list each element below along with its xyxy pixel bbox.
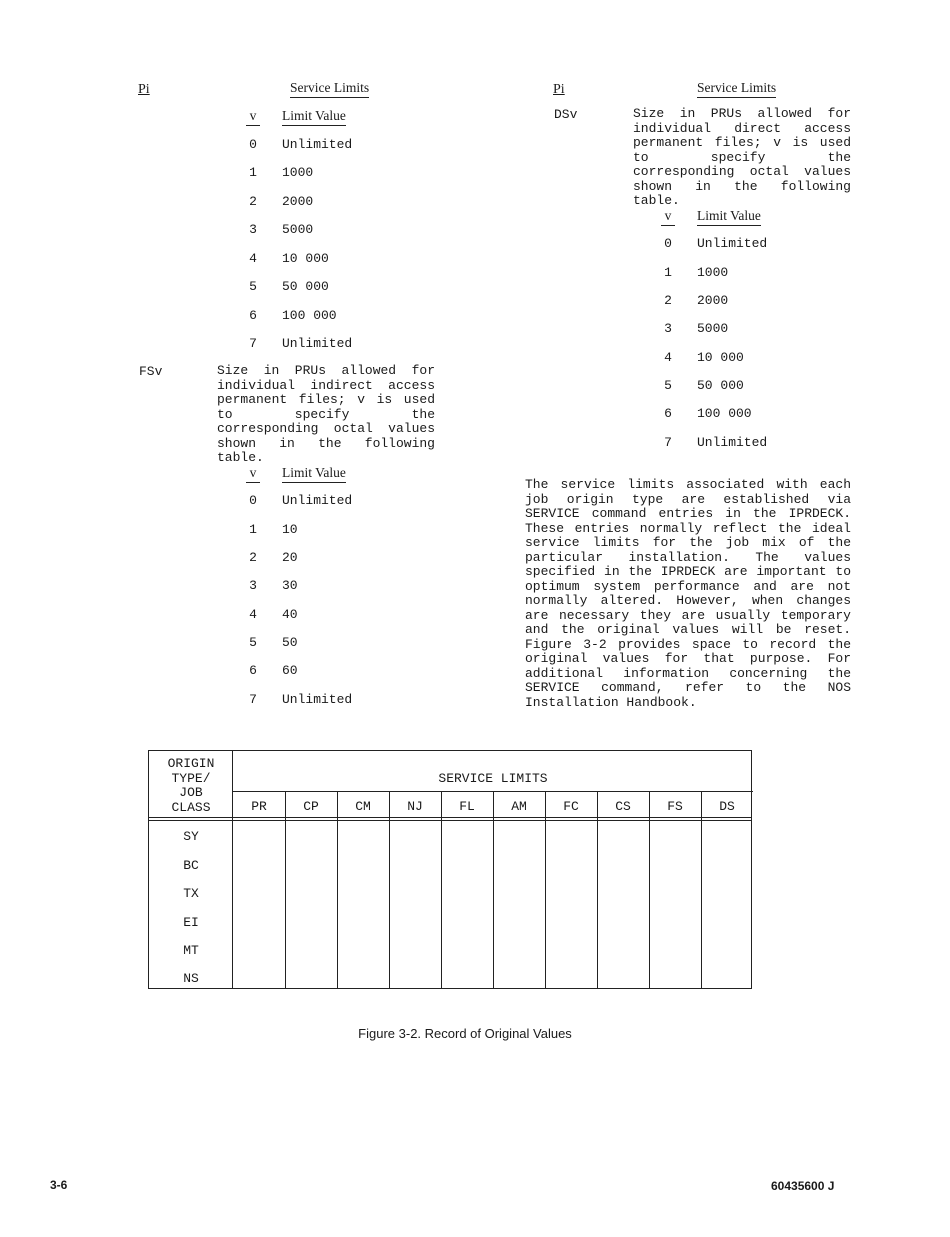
v-cell: 6 <box>664 406 672 421</box>
column-header-cs: CS <box>615 799 631 814</box>
row-label-mt: MT <box>183 943 199 958</box>
row-label-tx: TX <box>183 886 199 901</box>
column-divider <box>597 791 598 989</box>
header-double-line-top <box>149 817 751 818</box>
column-divider <box>701 791 702 989</box>
value-cell: Unlimited <box>282 137 353 152</box>
v-cell: 7 <box>664 435 672 450</box>
value-cell: 1000 <box>697 265 729 280</box>
origin-header-line: CLASS <box>171 799 211 815</box>
value-cell: 10 <box>282 522 298 537</box>
column-divider <box>441 791 442 989</box>
figure-caption: Figure 3-2. Record of Original Values <box>358 1026 572 1041</box>
value-cell: 10 000 <box>697 350 744 365</box>
v-cell: 4 <box>664 350 672 365</box>
v-cell: 0 <box>249 137 257 152</box>
column-header-fs: FS <box>667 799 683 814</box>
value-cell: 50 000 <box>697 378 744 393</box>
dsv-description: Size in PRUs allowed for individual direct access permanent files; v is used to specify the corresponding octal values shown in the following table. <box>633 106 851 208</box>
original-values-table <box>148 750 752 989</box>
col-v-header: v <box>246 465 260 483</box>
value-cell: 2000 <box>697 293 729 308</box>
value-cell: 50 <box>282 635 298 650</box>
v-cell: 6 <box>249 663 257 678</box>
value-cell: 20 <box>282 550 298 565</box>
v-cell: 4 <box>249 251 257 266</box>
col-limit-header: Limit Value <box>697 208 761 226</box>
column-header-am: AM <box>511 799 527 814</box>
v-cell: 7 <box>249 692 257 707</box>
column-divider <box>389 791 390 989</box>
column-header-cm: CM <box>355 799 371 814</box>
value-cell: Unlimited <box>697 435 768 450</box>
value-cell: 100 000 <box>697 406 752 421</box>
fsv-description: Size in PRUs allowed for individual indirect access permanent files; v is used to specify the corresponding octal values shown in the following table. <box>217 363 435 465</box>
v-cell: 0 <box>249 493 257 508</box>
value-cell: Unlimited <box>697 236 768 251</box>
col-v-header: v <box>246 108 260 126</box>
value-cell: 100 000 <box>282 308 337 323</box>
v-cell: 7 <box>249 336 257 351</box>
pi-heading-left: Pi <box>138 82 150 97</box>
document-number: 60435600 J <box>771 1179 835 1193</box>
row-label-bc: BC <box>183 858 199 873</box>
column-divider <box>285 791 286 989</box>
origin-header-line: ORIGIN <box>167 756 215 771</box>
origin-type-job-class-header <box>149 757 233 815</box>
v-cell: 2 <box>249 550 257 565</box>
v-cell: 6 <box>249 308 257 323</box>
service-limits-paragraph: The service limits associated with each job origin type are established via SERVICE command entries in the IPRDECK. These entries normally reflect the ideal service limits for the job mix of the particular installation. The values specified in the IPRDECK are important to optimum system performance and are not normally altered. However, when changes are necessary they are usually temporary and the original values will be reset. Figure 3-2 provides space to record the original values for that purpose. For additional information concerning the SERVICE command, refer to the NOS Installation Handbook. <box>525 477 851 710</box>
column-divider <box>337 791 338 989</box>
column-divider <box>545 791 546 989</box>
page-number: 3-6 <box>50 1178 68 1192</box>
v-cell: 5 <box>249 279 257 294</box>
value-cell: 1000 <box>282 165 314 180</box>
value-cell: 2000 <box>282 194 314 209</box>
value-cell: 60 <box>282 663 298 678</box>
value-cell: 40 <box>282 607 298 622</box>
col-limit-header: Limit Value <box>282 465 346 483</box>
service-limits-header: SERVICE LIMITS <box>438 771 548 786</box>
v-cell: 3 <box>249 222 257 237</box>
service-limits-heading-right: Service Limits <box>697 80 776 98</box>
value-cell: Unlimited <box>282 493 353 508</box>
value-cell: 5000 <box>282 222 314 237</box>
column-divider <box>493 791 494 989</box>
column-header-ds: DS <box>719 799 735 814</box>
value-cell: 5000 <box>697 321 729 336</box>
v-cell: 1 <box>664 265 672 280</box>
v-cell: 3 <box>664 321 672 336</box>
column-header-cp: CP <box>303 799 319 814</box>
value-cell: Unlimited <box>282 336 353 351</box>
v-cell: 0 <box>664 236 672 251</box>
dsv-label: DSv <box>554 107 578 122</box>
pi-heading-right: Pi <box>553 82 565 97</box>
header-double-line-bottom <box>149 820 751 821</box>
value-cell: 30 <box>282 578 298 593</box>
column-header-pr: PR <box>251 799 267 814</box>
service-limits-heading-left: Service Limits <box>290 80 369 98</box>
fsv-label: FSv <box>139 364 163 379</box>
origin-header-line: JOB <box>179 785 203 800</box>
v-cell: 2 <box>664 293 672 308</box>
v-cell: 3 <box>249 578 257 593</box>
v-cell: 1 <box>249 165 257 180</box>
col-v-header: v <box>661 208 675 226</box>
column-divider <box>649 791 650 989</box>
row-label-sy: SY <box>183 829 199 844</box>
origin-header-line: TYPE/ <box>171 770 211 786</box>
value-cell: 50 000 <box>282 279 329 294</box>
v-cell: 5 <box>664 378 672 393</box>
v-cell: 1 <box>249 522 257 537</box>
value-cell: 10 000 <box>282 251 329 266</box>
column-header-fl: FL <box>459 799 475 814</box>
v-cell: 5 <box>249 635 257 650</box>
column-header-nj: NJ <box>407 799 423 814</box>
v-cell: 4 <box>249 607 257 622</box>
row-label-ei: EI <box>183 915 199 930</box>
value-cell: Unlimited <box>282 692 353 707</box>
col-limit-header: Limit Value <box>282 108 346 126</box>
row-label-ns: NS <box>183 971 199 986</box>
column-header-fc: FC <box>563 799 579 814</box>
v-cell: 2 <box>249 194 257 209</box>
